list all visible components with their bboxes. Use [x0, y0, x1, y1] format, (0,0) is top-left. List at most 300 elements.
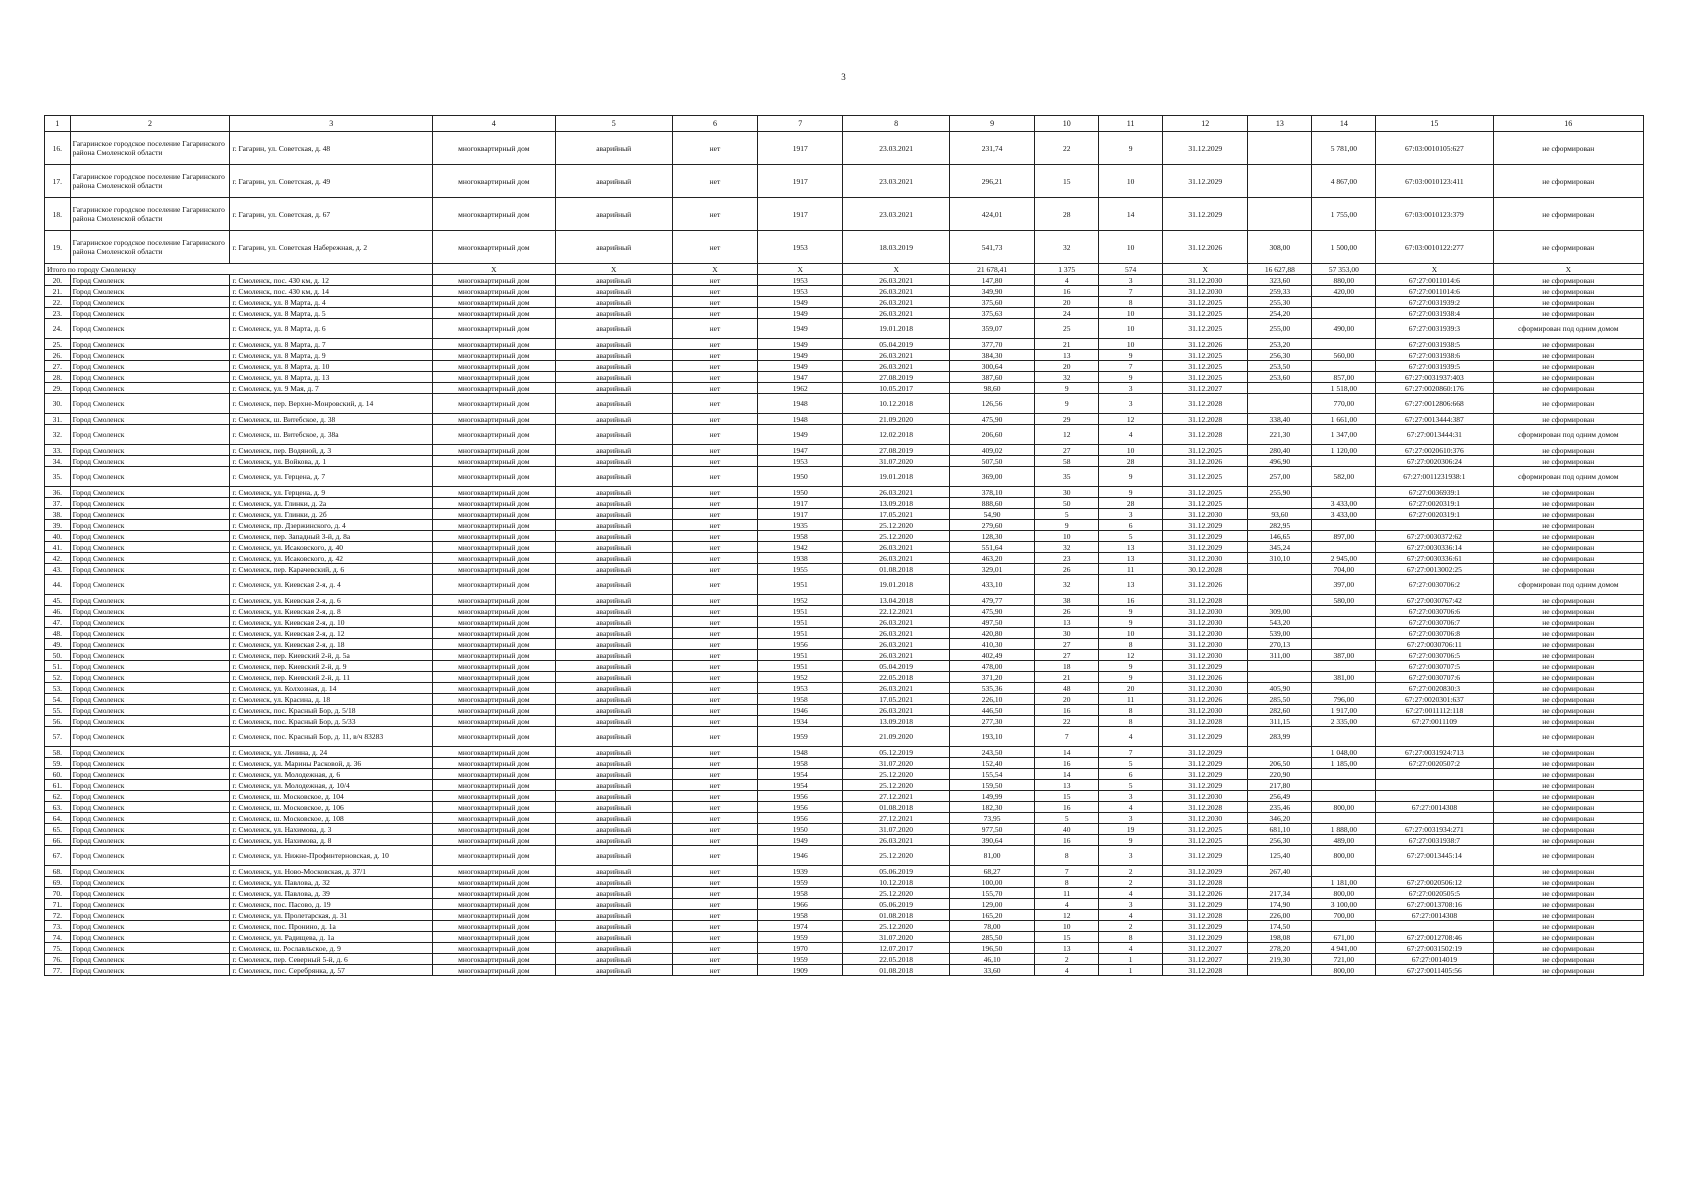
table-cell: 49.	[45, 639, 71, 650]
table-cell: не сформирован	[1493, 672, 1643, 683]
table-cell: 31.12.2029	[1163, 899, 1248, 910]
table-cell: не сформирован	[1493, 275, 1643, 286]
table-cell: 17.05.2021	[843, 694, 950, 705]
table-cell: многоквартирный дом	[433, 650, 556, 661]
table-cell: нет	[672, 542, 757, 553]
table-cell: 1 500,00	[1312, 231, 1376, 264]
table-cell: 100,00	[949, 877, 1034, 888]
table-cell: 48.	[45, 628, 71, 639]
table-cell: 387,00	[1312, 650, 1376, 661]
table-cell: 13	[1099, 575, 1163, 595]
table-cell: г. Смоленск, ул. 8 Марта, д. 6	[230, 319, 433, 339]
table-cell: 25.12.2020	[843, 520, 950, 531]
table-cell: 231,74	[949, 132, 1034, 165]
table-cell: 475,90	[949, 606, 1034, 617]
table-cell: не сформирован	[1493, 769, 1643, 780]
table-cell: аварийный	[555, 813, 672, 824]
table-cell: нет	[672, 683, 757, 694]
table-cell: 433,10	[949, 575, 1034, 595]
table-cell: Город Смоленск	[70, 943, 230, 954]
table-cell: Город Смоленск	[70, 672, 230, 683]
table-row	[45, 780, 1644, 791]
table-cell: 22	[1035, 716, 1099, 727]
table-cell: 31.12.2028	[1163, 716, 1248, 727]
table-cell: 259,33	[1248, 286, 1312, 297]
table-cell	[1312, 639, 1376, 650]
table-cell: 32	[1035, 542, 1099, 553]
table-cell: г. Смоленск, ул. Нахимова, д. 8	[230, 835, 433, 846]
table-cell: г. Смоленск, пер. Киевский 2-й, д. 5а	[230, 650, 433, 661]
table-cell	[1248, 564, 1312, 575]
table-cell: 857,00	[1312, 372, 1376, 383]
table-cell: 280,40	[1248, 445, 1312, 456]
column-header: 16	[1493, 116, 1643, 132]
table-cell: многоквартирный дом	[433, 866, 556, 877]
table-cell: не сформирован	[1493, 705, 1643, 716]
table-cell: 25.12.2020	[843, 888, 950, 899]
table-cell: 67:03:0010105:627	[1376, 132, 1493, 165]
table-cell: 28	[1099, 498, 1163, 509]
table-cell	[1312, 813, 1376, 824]
table-cell: 31.12.2030	[1163, 639, 1248, 650]
table-cell: нет	[672, 297, 757, 308]
table-cell: 420,80	[949, 628, 1034, 639]
table-cell: не сформирован	[1493, 824, 1643, 835]
table-cell: 977,50	[949, 824, 1034, 835]
table-cell: г. Смоленск, ул. 8 Марта, д. 5	[230, 308, 433, 319]
table-cell: г. Смоленск, пер. Киевский 2-й, д. 9	[230, 661, 433, 672]
table-cell: аварийный	[555, 372, 672, 383]
table-cell: 1 888,00	[1312, 824, 1376, 835]
table-cell: 405,90	[1248, 683, 1312, 694]
table-cell: многоквартирный дом	[433, 758, 556, 769]
table-cell: нет	[672, 308, 757, 319]
table-cell: 18.03.2019	[843, 231, 950, 264]
table-row	[45, 813, 1644, 824]
table-cell: многоквартирный дом	[433, 888, 556, 899]
table-cell: аварийный	[555, 520, 672, 531]
table-cell: аварийный	[555, 319, 672, 339]
table-cell: 50	[1035, 498, 1099, 509]
table-cell: 198,08	[1248, 932, 1312, 943]
table-cell: г. Смоленск, ш. Московское, д. 108	[230, 813, 433, 824]
table-cell: 13.09.2018	[843, 716, 950, 727]
table-cell: 5	[1099, 531, 1163, 542]
table-cell: нет	[672, 231, 757, 264]
table-cell: 1946	[758, 846, 843, 866]
table-cell: аварийный	[555, 888, 672, 899]
table-cell: многоквартирный дом	[433, 394, 556, 414]
table-cell: Город Смоленск	[70, 835, 230, 846]
table-cell: 9	[1035, 394, 1099, 414]
table-cell: Город Смоленск	[70, 339, 230, 350]
table-cell	[1312, 727, 1376, 747]
table-cell: 23	[1035, 553, 1099, 564]
table-cell: многоквартирный дом	[433, 308, 556, 319]
table-cell: 152,40	[949, 758, 1034, 769]
table-cell: 897,00	[1312, 531, 1376, 542]
table-row	[45, 165, 1644, 198]
table-cell: 31.12.2025	[1163, 467, 1248, 487]
table-cell: 31.12.2029	[1163, 866, 1248, 877]
table-cell: 12.02.2018	[843, 425, 950, 445]
table-cell: Город Смоленск	[70, 553, 230, 564]
table-cell: нет	[672, 866, 757, 877]
table-cell: не сформирован	[1493, 835, 1643, 846]
table-cell: 4 867,00	[1312, 165, 1376, 198]
table-cell: нет	[672, 286, 757, 297]
table-cell: г. Смоленск, ш. Московское, д. 104	[230, 791, 433, 802]
table-cell: нет	[672, 339, 757, 350]
table-cell: нет	[672, 694, 757, 705]
table-cell: аварийный	[555, 595, 672, 606]
table-cell: 193,10	[949, 727, 1034, 747]
table-cell: г. Смоленск, ул. Колхозная, д. 14	[230, 683, 433, 694]
table-row	[45, 425, 1644, 445]
table-cell	[1312, 769, 1376, 780]
table-cell: нет	[672, 467, 757, 487]
table-cell: 31.12.2029	[1163, 132, 1248, 165]
table-cell: 31.12.2029	[1163, 846, 1248, 866]
table-cell: 182,30	[949, 802, 1034, 813]
table-cell	[1312, 520, 1376, 531]
table-cell: 1958	[758, 758, 843, 769]
table-cell: Город Смоленск	[70, 846, 230, 866]
table-cell: 31.12.2029	[1163, 758, 1248, 769]
table-cell: 424,01	[949, 198, 1034, 231]
total-cell: X	[1493, 264, 1643, 275]
table-cell: 12	[1099, 414, 1163, 425]
table-row	[45, 198, 1644, 231]
table-cell	[1376, 769, 1493, 780]
table-cell: аварийный	[555, 694, 672, 705]
table-cell: 27.08.2019	[843, 445, 950, 456]
table-cell: 67:27:0030336:14	[1376, 542, 1493, 553]
table-cell: нет	[672, 824, 757, 835]
table-cell: нет	[672, 595, 757, 606]
table-row	[45, 791, 1644, 802]
table-cell: 25.12.2020	[843, 531, 950, 542]
table-cell: 551,64	[949, 542, 1034, 553]
table-cell: 31.07.2020	[843, 932, 950, 943]
table-cell: не сформирован	[1493, 813, 1643, 824]
table-row	[45, 628, 1644, 639]
table-cell: 681,10	[1248, 824, 1312, 835]
table-cell: нет	[672, 445, 757, 456]
table-cell: 220,90	[1248, 769, 1312, 780]
table-cell: 4	[1099, 910, 1163, 921]
column-header: 5	[555, 116, 672, 132]
table-cell: 329,01	[949, 564, 1034, 575]
table-cell: 11	[1099, 564, 1163, 575]
table-cell: 27	[1035, 650, 1099, 661]
table-cell: 9	[1099, 661, 1163, 672]
table-row	[45, 747, 1644, 758]
table-cell: нет	[672, 553, 757, 564]
table-cell: 31.12.2025	[1163, 487, 1248, 498]
table-cell: 67:27:0030707:6	[1376, 672, 1493, 683]
table-cell: Город Смоленск	[70, 932, 230, 943]
table-cell: 61.	[45, 780, 71, 791]
table-cell: нет	[672, 319, 757, 339]
table-cell: 1966	[758, 899, 843, 910]
table-cell: 19.01.2018	[843, 467, 950, 487]
table-cell: 13	[1035, 350, 1099, 361]
table-cell: не сформирован	[1493, 361, 1643, 372]
table-cell: 219,30	[1248, 954, 1312, 965]
table-cell: 9	[1099, 350, 1163, 361]
table-cell: 67:27:0020610:376	[1376, 445, 1493, 456]
table-cell: 13	[1035, 617, 1099, 628]
table-cell: 67:27:0013708:16	[1376, 899, 1493, 910]
table-cell: 146,65	[1248, 531, 1312, 542]
table-cell	[1312, 542, 1376, 553]
table-row	[45, 372, 1644, 383]
table-cell: 22.	[45, 297, 71, 308]
table-cell: не сформирован	[1493, 921, 1643, 932]
table-cell: г. Смоленск, ш. Витебское, д. 38а	[230, 425, 433, 445]
table-row	[45, 899, 1644, 910]
table-cell: 285,50	[1248, 694, 1312, 705]
table-cell: 31.12.2025	[1163, 372, 1248, 383]
table-cell: 67:27:0030707:5	[1376, 661, 1493, 672]
table-cell: 149,99	[949, 791, 1034, 802]
table-cell: многоквартирный дом	[433, 747, 556, 758]
table-cell: многоквартирный дом	[433, 780, 556, 791]
table-cell: 73,95	[949, 813, 1034, 824]
table-cell: 1951	[758, 628, 843, 639]
table-cell: 23.	[45, 308, 71, 319]
table-cell: 800,00	[1312, 888, 1376, 899]
column-header: 4	[433, 116, 556, 132]
table-cell: аварийный	[555, 498, 672, 509]
table-cell: 67:27:0011014:6	[1376, 286, 1493, 297]
table-cell: нет	[672, 802, 757, 813]
table-row	[45, 542, 1644, 553]
table-cell: аварийный	[555, 824, 672, 835]
table-cell: Город Смоленск	[70, 866, 230, 877]
table-cell: нет	[672, 132, 757, 165]
table-cell: Город Смоленск	[70, 780, 230, 791]
table-cell: 25.	[45, 339, 71, 350]
table-cell: 1939	[758, 866, 843, 877]
table-cell: аварийный	[555, 661, 672, 672]
table-cell: 7	[1099, 286, 1163, 297]
table-cell: 257,00	[1248, 467, 1312, 487]
table-cell: не сформирован	[1493, 286, 1643, 297]
table-cell: 31.12.2030	[1163, 683, 1248, 694]
table-cell: нет	[672, 791, 757, 802]
table-cell	[1376, 813, 1493, 824]
table-cell: г. Смоленск, пос. Красный Бор, д. 11, в/ч 83283	[230, 727, 433, 747]
table-cell: 1953	[758, 683, 843, 694]
table-cell: нет	[672, 639, 757, 650]
table-cell	[1248, 595, 1312, 606]
table-cell: 67:27:0031938:4	[1376, 308, 1493, 319]
table-row	[45, 132, 1644, 165]
table-cell: 67:27:0020830:3	[1376, 683, 1493, 694]
table-cell: многоквартирный дом	[433, 350, 556, 361]
table-cell: 243,50	[949, 747, 1034, 758]
table-cell: Город Смоленск	[70, 487, 230, 498]
table-row	[45, 487, 1644, 498]
table-cell: нет	[672, 414, 757, 425]
table-cell: 255,30	[1248, 297, 1312, 308]
table-cell: 159,50	[949, 780, 1034, 791]
table-cell: 31.12.2029	[1163, 769, 1248, 780]
table-cell: 51.	[45, 661, 71, 672]
table-cell	[1248, 165, 1312, 198]
table-cell: нет	[672, 716, 757, 727]
table-cell: 67:27:0031938:7	[1376, 835, 1493, 846]
table-cell	[1312, 297, 1376, 308]
table-cell	[1248, 498, 1312, 509]
table-cell: 3 100,00	[1312, 899, 1376, 910]
table-cell: 66.	[45, 835, 71, 846]
table-cell: 300,64	[949, 361, 1034, 372]
table-cell: Город Смоленск	[70, 954, 230, 965]
table-cell	[1312, 866, 1376, 877]
table-cell: нет	[672, 617, 757, 628]
table-cell: аварийный	[555, 899, 672, 910]
table-cell: 15	[1035, 165, 1099, 198]
table-cell: 1954	[758, 780, 843, 791]
table-cell: 01.08.2018	[843, 564, 950, 575]
table-cell: 4	[1035, 965, 1099, 976]
table-row	[45, 932, 1644, 943]
table-cell: не сформирован	[1493, 716, 1643, 727]
table-cell: Город Смоленск	[70, 813, 230, 824]
table-cell: 67:27:0030706:8	[1376, 628, 1493, 639]
table-cell: 478,00	[949, 661, 1034, 672]
table-cell: 24	[1035, 308, 1099, 319]
table-cell: аварийный	[555, 297, 672, 308]
table-cell: 282,95	[1248, 520, 1312, 531]
table-cell: 22	[1035, 132, 1099, 165]
table-cell: 700,00	[1312, 910, 1376, 921]
column-header: 1	[45, 116, 71, 132]
table-cell: 70.	[45, 888, 71, 899]
table-cell: 28	[1099, 456, 1163, 467]
table-row	[45, 921, 1644, 932]
table-cell: 1942	[758, 542, 843, 553]
table-cell: не сформирован	[1493, 383, 1643, 394]
table-cell: многоквартирный дом	[433, 372, 556, 383]
table-cell: Город Смоленск	[70, 308, 230, 319]
table-cell: Город Смоленск	[70, 414, 230, 425]
table-cell: 277,30	[949, 716, 1034, 727]
table-cell: 2	[1099, 877, 1163, 888]
table-cell: 3	[1099, 846, 1163, 866]
table-cell: 221,30	[1248, 425, 1312, 445]
table-cell: Город Смоленск	[70, 683, 230, 694]
table-cell: 41.	[45, 542, 71, 553]
table-cell: 31.12.2028	[1163, 414, 1248, 425]
table-row	[45, 650, 1644, 661]
table-cell: 1948	[758, 414, 843, 425]
table-cell: аварийный	[555, 275, 672, 286]
table-cell: 5	[1099, 780, 1163, 791]
table-cell: г. Смоленск, ул. Киевская 2-я, д. 4	[230, 575, 433, 595]
table-cell: г. Смоленск, пос. 430 км, д. 14	[230, 286, 433, 297]
table-cell: 253,50	[1248, 361, 1312, 372]
table-cell: не сформирован	[1493, 780, 1643, 791]
table-cell: 40	[1035, 824, 1099, 835]
table-cell: 31.12.2030	[1163, 628, 1248, 639]
table-cell: 30	[1035, 487, 1099, 498]
table-cell: 7	[1035, 727, 1099, 747]
table-cell: 25.12.2020	[843, 846, 950, 866]
table-cell: 67:27:0013002:25	[1376, 564, 1493, 575]
table-cell: 20.	[45, 275, 71, 286]
table-cell: многоквартирный дом	[433, 965, 556, 976]
table-cell: 31.12.2030	[1163, 617, 1248, 628]
table-cell: нет	[672, 877, 757, 888]
table-cell: 1951	[758, 661, 843, 672]
table-cell: 31.12.2027	[1163, 383, 1248, 394]
table-cell: многоквартирный дом	[433, 639, 556, 650]
table-cell: 10.05.2017	[843, 383, 950, 394]
table-cell: 39.	[45, 520, 71, 531]
table-cell: Город Смоленск	[70, 661, 230, 672]
table-cell: аварийный	[555, 575, 672, 595]
table-cell: не сформирован	[1493, 617, 1643, 628]
table-cell: нет	[672, 575, 757, 595]
table-cell: многоквартирный дом	[433, 661, 556, 672]
table-cell: 22.05.2018	[843, 672, 950, 683]
table-cell: не сформирован	[1493, 932, 1643, 943]
table-cell: 3	[1099, 899, 1163, 910]
table-cell: 67:27:0031924:713	[1376, 747, 1493, 758]
table-cell: аварийный	[555, 350, 672, 361]
table-cell: г. Смоленск, ш. Витебское, д. 38	[230, 414, 433, 425]
table-cell: 206,50	[1248, 758, 1312, 769]
table-cell: 81,00	[949, 846, 1034, 866]
table-cell: 01.08.2018	[843, 910, 950, 921]
table-cell: 338,40	[1248, 414, 1312, 425]
table-cell: 75.	[45, 943, 71, 954]
table-cell: многоквартирный дом	[433, 425, 556, 445]
table-row	[45, 361, 1644, 372]
table-cell: 129,00	[949, 899, 1034, 910]
table-cell: 13.04.2018	[843, 595, 950, 606]
table-cell: 19.01.2018	[843, 575, 950, 595]
table-cell: 1958	[758, 888, 843, 899]
table-cell: 74.	[45, 932, 71, 943]
table-cell: 10	[1099, 628, 1163, 639]
table-cell: многоквартирный дом	[433, 727, 556, 747]
table-cell: не сформирован	[1493, 910, 1643, 921]
table-cell: Город Смоленск	[70, 456, 230, 467]
table-cell: 16	[1035, 286, 1099, 297]
table-cell: 410,30	[949, 639, 1034, 650]
table-cell: 560,00	[1312, 350, 1376, 361]
table-cell: многоквартирный дом	[433, 813, 556, 824]
table-cell: аварийный	[555, 564, 672, 575]
table-cell: 31.12.2029	[1163, 661, 1248, 672]
table-cell: 9	[1035, 383, 1099, 394]
table-cell: 31.12.2028	[1163, 425, 1248, 445]
table-cell: 543,20	[1248, 617, 1312, 628]
table-row	[45, 866, 1644, 877]
table-cell: многоквартирный дом	[433, 899, 556, 910]
table-cell: не сформирован	[1493, 414, 1643, 425]
table-cell: нет	[672, 888, 757, 899]
table-cell: 31.12.2025	[1163, 308, 1248, 319]
table-cell: 31.12.2029	[1163, 747, 1248, 758]
table-cell: Гагаринское городское поселение Гагаринского района Смоленской области	[70, 165, 230, 198]
table-cell: аварийный	[555, 628, 672, 639]
